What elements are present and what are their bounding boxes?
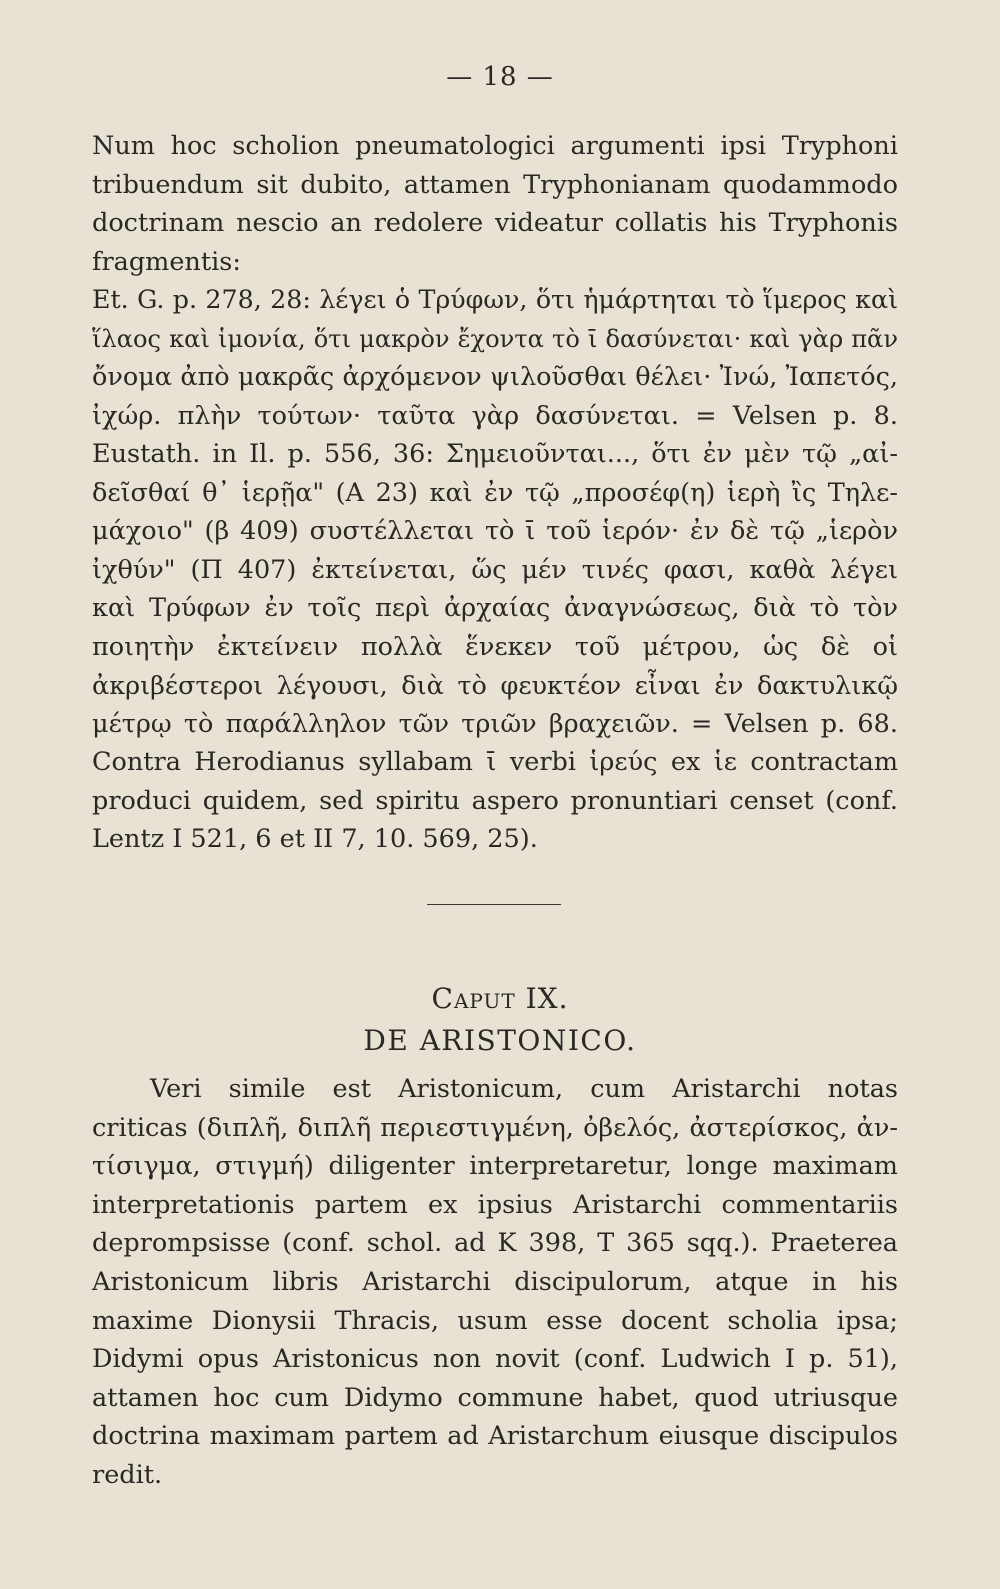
text-line: μάχοιο" (β 409) συστέλλεται τὸ ῑ τοῦ ἱερόν· ἐν δὲ τῷ „ἱερὸν: [92, 516, 898, 547]
text-line: τίσιγμα, στιγμή) diligenter interpretaretur, longe maximam: [92, 1151, 898, 1182]
text-line: καὶ Τρύφων ἐν τοῖς περὶ ἀρχαίας ἀναγνώσεως, διὰ τὸ τὸν: [92, 593, 898, 624]
text-line: Eustath. in Il. p. 556, 36: Σημειοῦνται..., ὅτι ἐν μὲν τῷ „αἰ-: [92, 439, 898, 469]
text-line: deprompsisse (conf. schol. ad Κ 398, Τ 365 sqq.). Praeterea: [92, 1228, 898, 1259]
paragraph-aristonicus: [92, 1070, 898, 1495]
text-line: ὄνομα ἀπὸ μακρᾶς ἀρχόμενον ψιλοῦσθαι θέλει· Ἰνώ, Ἰαπετός,: [92, 362, 898, 393]
text-line: fragmentis:: [92, 246, 241, 277]
text-line: δεῖσθαί θ᾽ ἱερῇα" (Α 23) καὶ ἐν τῷ „προσέφ(η) ἱερὴ ἲς Τηλε-: [92, 477, 898, 508]
text-line: redit.: [92, 1459, 163, 1490]
paragraph-tryphon-intro: [92, 127, 898, 281]
text-line: ἀκριβέστεροι λέγουσι, διὰ τὸ φευκτέον εἶναι ἐν δακτυλικῷ: [92, 670, 898, 701]
text-line: ἵλαος καὶ ἱμονία, ὅτι μακρὸν ἔχοντα τὸ ῑ δασύνεται· καὶ γὰρ πᾶν: [92, 324, 898, 353]
text-line: maxime Dionysii Thracis, usum esse docent scholia ipsa;: [92, 1305, 898, 1336]
text-line: Didymi opus Aristonicus non novit (conf. Ludwich I p. 51),: [92, 1344, 898, 1375]
text-line: Lentz I 521, 6 et II 7, 10. 569, 25).: [92, 824, 538, 855]
text-line: tribuendum sit dubito, attamen Tryphonianam quodammodo: [92, 169, 898, 200]
paragraph-etym-gudianum: [92, 281, 898, 435]
text-line: Veri simile est Aristonicum, cum Aristarchi notas: [150, 1074, 898, 1104]
text-line: attamen hoc cum Didymo commune habet, quod utriusque: [92, 1382, 898, 1413]
text-line: doctrina maximam partem ad Aristarchum eiusque discipulos: [92, 1421, 898, 1452]
section-divider: [427, 904, 561, 905]
paragraph-eustathius: [92, 435, 898, 744]
text-line: ποιητὴν ἐκτείνειν πολλὰ ἕνεκεν τοῦ μέτρου, ὡς δὲ οἱ: [92, 631, 898, 662]
text-line: ἰχθύν" (Π 407) ἐκτείνεται, ὥς μέν τινές φασι, καθὰ λέγει: [92, 554, 898, 585]
text-line: interpretationis partem ex ipsius Aristarchi commentariis: [92, 1189, 898, 1220]
paragraph-herodianus: [92, 743, 898, 859]
text-line: Num hoc scholion pneumatologici argumenti ipsi Tryphoni: [92, 131, 898, 161]
chapter-number: Caput IX.: [431, 982, 569, 1015]
text-line: produci quidem, sed spiritu aspero pronuntiari censet (conf.: [92, 785, 898, 816]
text-line: criticas (διπλῆ, διπλῆ περιεστιγμένη, ὀβελός, ἀστερίσκος, ἀν-: [92, 1112, 898, 1143]
chapter-title: DE ARISTONICO.: [363, 1024, 637, 1057]
text-line: doctrinam nescio an redolere videatur collatis his Tryphonis: [92, 208, 898, 239]
text-line: Et. G. p. 278, 28: λέγει ὁ Τρύφων, ὅτι ἡμάρτηται τὸ ἵμερος καὶ: [92, 285, 898, 314]
text-line: ἰχώρ. πλὴν τούτων· ταῦτα γὰρ δασύνεται. = Velsen p. 8.: [92, 400, 898, 431]
text-line: μέτρῳ τὸ παράλληλον τῶν τριῶν βραχειῶν. = Velsen p. 68.: [92, 709, 898, 740]
text-line: Aristonicum libris Aristarchi discipulorum, atque in his: [92, 1266, 898, 1297]
page-number: — 18 —: [446, 62, 554, 92]
text-line: Contra Herodianus syllabam ῑ verbi ἱρεύς ex ἱε contractam: [92, 747, 898, 777]
